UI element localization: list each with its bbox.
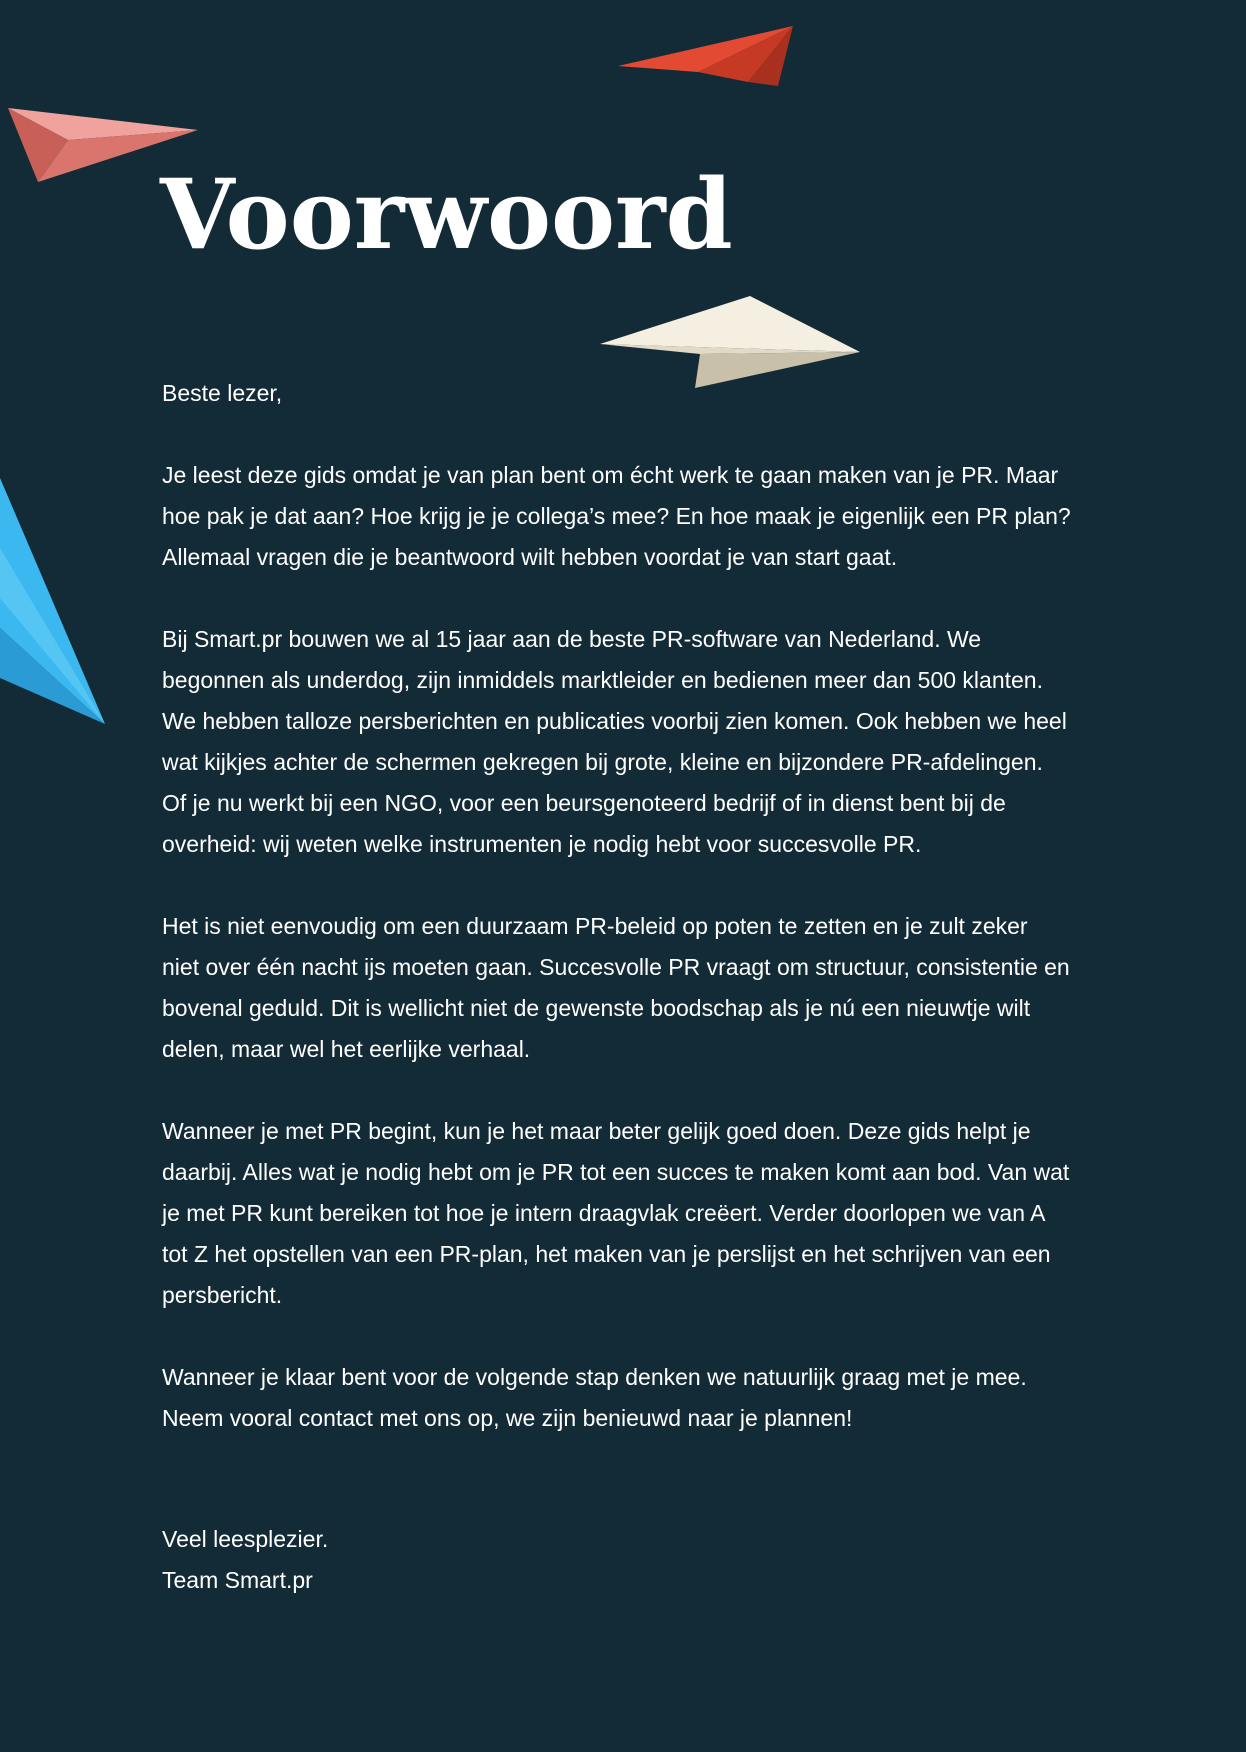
signature: Team Smart.pr xyxy=(162,1567,313,1593)
paragraph-guide: Wanneer je met PR begint, kun je het maar beter gelijk goed doen. Deze gids helpt je daarbij. Alles wat je nodig hebt om je PR tot een succes te maken komt aan bod. Van wat je met PR kunt bereiken tot hoe je intern draagvlak creëert. Verder doorlopen we van A tot Z het opstellen van een PR-plan, het maken van je perslijst en het schrijven van een persbericht. xyxy=(162,1118,1070,1308)
paragraph-intro: Je leest deze gids omdat je van plan bent om écht werk te gaan maken van je PR. Maar hoe pak je dat aan? Hoe krijg je je collega’s mee? En hoe maak je eigenlijk een PR plan? Allemaal vragen die je beantwoord wilt hebben voordat je van start gaat. xyxy=(162,462,1071,570)
paper-plane-red-icon xyxy=(618,26,798,96)
paper-plane-blue-icon xyxy=(0,478,110,728)
letter-closing xyxy=(162,1519,328,1601)
closing-line: Veel leesplezier. xyxy=(162,1526,329,1552)
page-title: Voorwoord xyxy=(160,158,733,271)
paragraph-contact: Wanneer je klaar bent voor de volgende stap denken we natuurlijk graag met je mee. Neem vooral contact met ons op, we zijn benieuwd naar je plannen! xyxy=(162,1364,1027,1431)
letter-body xyxy=(162,373,1102,1480)
salutation: Beste lezer, xyxy=(162,380,283,406)
paragraph-about: Bij Smart.pr bouwen we al 15 jaar aan de beste PR-software van Nederland. We begonnen als underdog, zijn inmiddels marktleider en bedienen meer dan 500 klanten. We hebben talloze persberichten en publicaties voorbij zien komen. Ook hebben we heel wat kijkjes achter de schermen gekregen bij grote, kleine en bijzondere PR-afdelingen. Of je nu werkt bij een NGO, voor een beursgenoteerd bedrijf of in dienst bent bij de overheid: wij weten welke instrumenten je nodig hebt voor succesvolle PR. xyxy=(162,626,1067,857)
paragraph-challenge: Het is niet eenvoudig om een duurzaam PR-beleid op poten te zetten en je zult zeker niet over één nacht ijs moeten gaan. Succesvolle PR vraagt om structuur, consistentie en bovenal geduld. Dit is wellicht niet de gewenste boodschap als je nú een nieuwtje wilt delen, maar wel het eerlijke verhaal. xyxy=(162,913,1070,1062)
